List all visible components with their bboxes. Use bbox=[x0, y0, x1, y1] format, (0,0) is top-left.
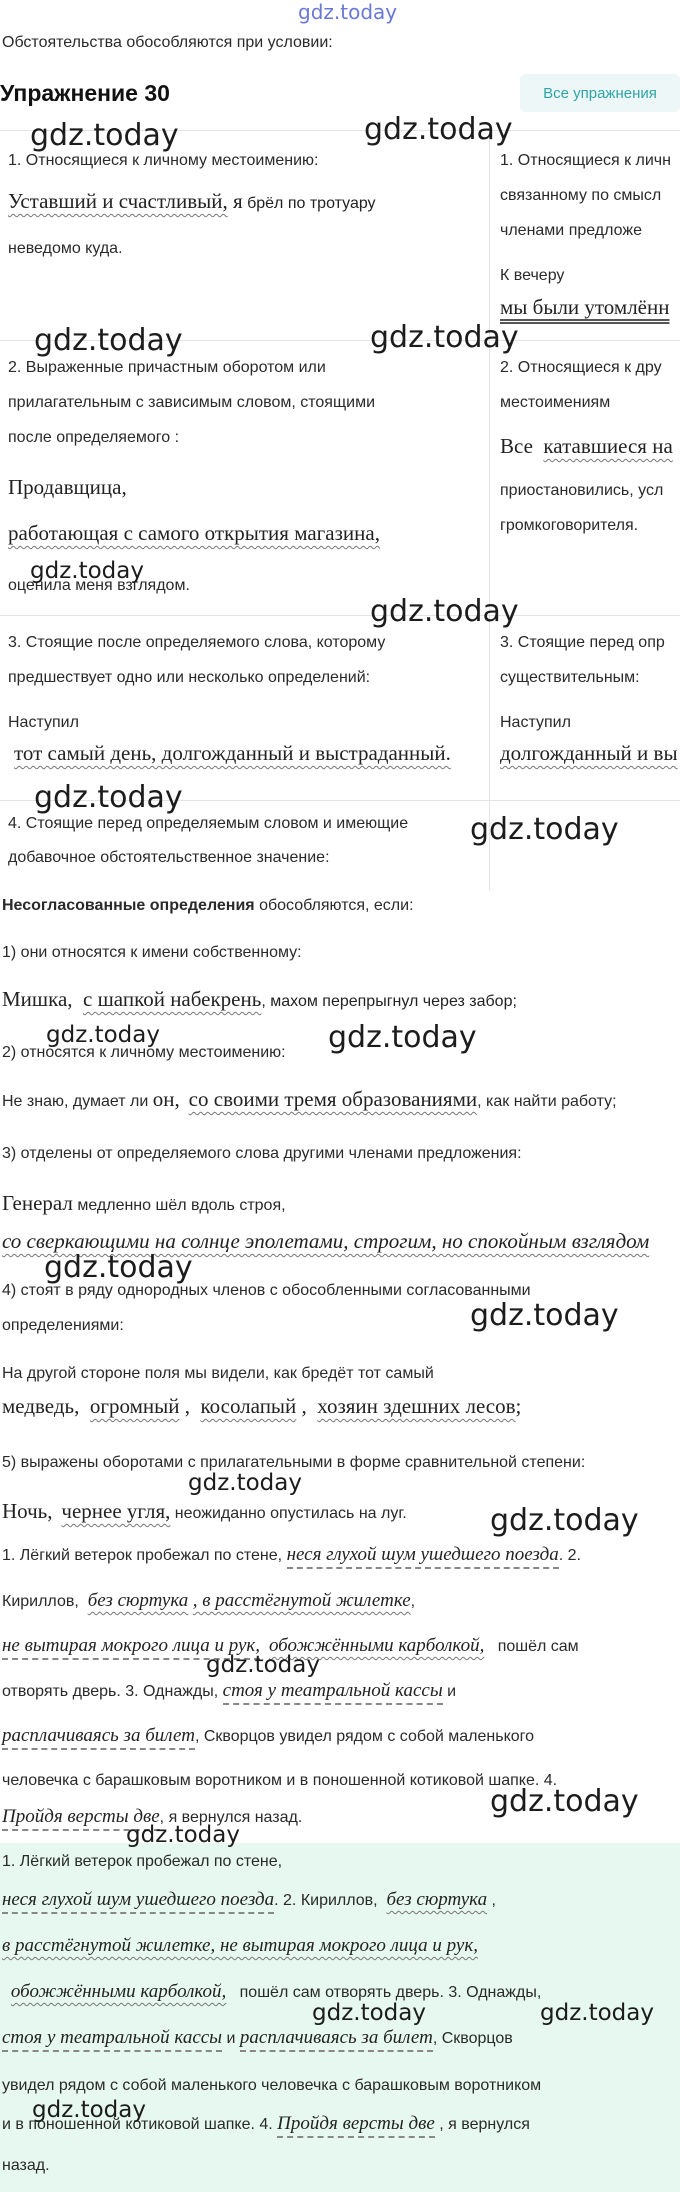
rule-text: приостановились, усл bbox=[500, 482, 664, 499]
rule-text: громкоговорителя. bbox=[500, 517, 639, 534]
separated-definition: огромный bbox=[89, 1394, 180, 1418]
rule-text: Наступил bbox=[500, 714, 571, 731]
answer-text: и в поношенной котиковой шапке. 4. bbox=[2, 2116, 273, 2133]
page-title: Упражнение 30 bbox=[0, 80, 170, 106]
answer-text: , bbox=[487, 1892, 496, 1909]
answer-text: . 2. Кириллов, bbox=[274, 1892, 378, 1909]
watermark: gdz.today bbox=[206, 1652, 320, 1678]
answer-line bbox=[2, 2027, 513, 2050]
watermark: gdz.today bbox=[44, 1250, 193, 1285]
separated-definition: катавшиеся на bbox=[543, 434, 673, 458]
task-text: и bbox=[442, 1683, 457, 1700]
rule-text: прилагательным с зависимым словом, стоящими bbox=[8, 394, 376, 411]
example-word: Все bbox=[500, 434, 533, 458]
section-intro-rest: обособляются, если: bbox=[254, 897, 414, 914]
separated-definition: в расстёгнутой жилетке, не вытирая мокрого лица и рук, bbox=[2, 1935, 478, 1956]
rule-text: оценила меня взглядом. bbox=[8, 577, 190, 594]
task-text: отворять дверь. 3. Однажды, bbox=[2, 1683, 219, 1700]
watermark: gdz.today bbox=[490, 1503, 639, 1538]
example-word: , как найти работу; bbox=[477, 1093, 617, 1110]
answer-text: пошёл сам отворять дверь. 3. Однажды, bbox=[239, 1984, 542, 2001]
adverbial-phrase: неся глухой шум ушедшего поезда bbox=[2, 1889, 274, 1914]
example-sentence bbox=[500, 435, 673, 457]
example-sentence bbox=[2, 1500, 407, 1525]
rule-text: 3. Стоящие перед опр bbox=[500, 634, 665, 651]
section-term: Несогласованные определения bbox=[2, 897, 255, 914]
rule-text: неведомо куда. bbox=[8, 240, 123, 257]
rule-item: 5) выражены оборотами с прилагательными в форме сравнительной степени: bbox=[2, 1454, 586, 1471]
example-word: мы были утомлённ bbox=[500, 295, 670, 319]
rule-text: предшествует одно или несколько определений: bbox=[8, 669, 371, 686]
example-sentence bbox=[8, 522, 380, 544]
rule-text: связанному по смысл bbox=[500, 187, 662, 204]
separated-definition: со сверкающими на солнце эполетами, строгим, но спокойным взглядом bbox=[2, 1229, 650, 1253]
rule-text: добавочное обстоятельственное значение: bbox=[8, 849, 330, 866]
example-sentence bbox=[2, 1230, 649, 1252]
rule-text: существительным: bbox=[500, 669, 640, 686]
adverbial-phrase: Пройдя версты две bbox=[2, 1806, 160, 1831]
task-line bbox=[2, 1680, 456, 1703]
watermark: gdz.today bbox=[540, 2000, 654, 2026]
example-sentence bbox=[2, 1192, 286, 1217]
example-sentence bbox=[500, 742, 678, 764]
separated-definition: Уставший и счастливый, bbox=[8, 189, 228, 213]
watermark: gdz.today bbox=[34, 323, 183, 358]
answer-line: увидел рядом с собой маленького человечка с барашковым воротником bbox=[2, 2077, 542, 2094]
separated-definition: , в расстёгнутой жилетке bbox=[192, 1590, 411, 1611]
example-word: он, bbox=[152, 1087, 180, 1111]
watermark: gdz.today bbox=[364, 112, 513, 147]
answer-text: и bbox=[222, 2030, 240, 2047]
adverbial-phrase: стоя у театральной кассы bbox=[2, 2027, 222, 2052]
example-sentence bbox=[2, 1088, 617, 1113]
watermark: gdz.today bbox=[46, 1022, 160, 1048]
answer-line bbox=[2, 1981, 541, 2004]
separated-definition: без сюртука bbox=[87, 1590, 189, 1611]
answer-text: , я вернулся bbox=[434, 2116, 530, 2133]
task-line bbox=[2, 1544, 581, 1567]
rule-text: 3. Стоящие после определяемого слова, которому bbox=[8, 634, 386, 651]
separated-definition: работающая с самого открытия магазина, bbox=[8, 521, 380, 545]
watermark: gdz.today bbox=[470, 812, 619, 847]
example-word: , махом перепрыгнул через забор; bbox=[261, 993, 517, 1010]
watermark: gdz.today bbox=[30, 118, 179, 153]
answer-line bbox=[2, 1889, 496, 1912]
rule-text: членами предложе bbox=[500, 222, 642, 239]
rule-text: местоимениям bbox=[500, 394, 611, 411]
adverbial-phrase: стоя у театральной кассы bbox=[223, 1680, 443, 1705]
example-sentence: Продавщица, bbox=[8, 475, 127, 499]
example-word: медведь, bbox=[2, 1394, 80, 1418]
watermark: gdz.today bbox=[312, 2000, 426, 2026]
separated-definition: косолапый bbox=[200, 1394, 297, 1418]
watermark: gdz.today bbox=[370, 320, 519, 355]
watermark: gdz.today bbox=[32, 2097, 146, 2123]
example-word: брёл по тротуару bbox=[242, 195, 376, 212]
watermark: gdz.today bbox=[30, 558, 144, 584]
task-text: , я вернулся назад. bbox=[159, 1809, 303, 1826]
example-sentence: медведь, огромный , косолапый , хозяин здешних лесов; bbox=[2, 1394, 522, 1418]
rule-item: 1) они относятся к имени собственному: bbox=[2, 944, 302, 961]
separated-definition: обожжёнными карболкой, bbox=[268, 1635, 485, 1656]
rule-text: 2. Выраженные причастным оборотом или bbox=[8, 359, 326, 376]
task-line bbox=[2, 1725, 534, 1748]
watermark: gdz.today bbox=[34, 780, 183, 815]
example-sentence bbox=[8, 190, 376, 215]
adverbial-phrase: не вытирая мокрого лица и рук, bbox=[2, 1635, 260, 1660]
example-word: Не знаю, думает ли bbox=[2, 1093, 149, 1110]
example-sentence bbox=[500, 296, 669, 318]
rules-table bbox=[0, 130, 680, 890]
separated-definition: чернее угля, bbox=[61, 1499, 171, 1523]
rule-item: 3) отделены от определяемого слова другими членами предложения: bbox=[2, 1145, 522, 1162]
rule-item: 2) относятся к личному местоимению: bbox=[2, 1044, 286, 1061]
separated-definition: с шапкой набекрень bbox=[83, 987, 262, 1011]
watermark: gdz.today bbox=[490, 1784, 639, 1819]
example-word: я bbox=[227, 189, 243, 213]
rule-item: определениями: bbox=[2, 1317, 124, 1334]
rule-text: 2. Относящиеся к дру bbox=[500, 359, 662, 376]
task-text: . 2. bbox=[558, 1547, 581, 1564]
answer-line: назад. bbox=[2, 2157, 50, 2174]
separated-definition: со своими тремя образованиями bbox=[188, 1087, 478, 1111]
task-line: человечка с барашковым воротником и в поношенной котиковой шапке. 4. bbox=[2, 1772, 558, 1789]
rule-text: Наступил bbox=[8, 714, 79, 731]
watermark: gdz.today bbox=[126, 1822, 240, 1848]
rule-text: после определяемого : bbox=[8, 429, 180, 446]
table-divider bbox=[489, 130, 490, 890]
watermark: gdz.today bbox=[188, 1470, 302, 1496]
task-line: Кириллов, без сюртука , в расстёгнутой жилетке, bbox=[2, 1590, 416, 1611]
example-word: Мишка, bbox=[2, 987, 73, 1011]
separated-definition: обожжёнными карболкой, bbox=[10, 1981, 227, 2002]
example-word: Ночь, bbox=[2, 1499, 53, 1523]
watermark: gdz.today bbox=[370, 594, 519, 629]
rule-text: 1. Относящиеся к личн bbox=[500, 152, 671, 169]
example-sentence: На другой стороне поля мы видели, как бредёт тот самый bbox=[2, 1365, 434, 1382]
watermark: gdz.today bbox=[298, 0, 398, 24]
separated-definition: хозяин здешних лесов bbox=[317, 1394, 516, 1418]
example-word: Генерал bbox=[2, 1191, 73, 1215]
example-sentence bbox=[2, 988, 517, 1013]
answer-line bbox=[2, 1935, 478, 1958]
task-text: 1. Лёгкий ветерок пробежал по стене, bbox=[2, 1547, 283, 1564]
adverbial-phrase: неся глухой шум ушедшего поезда bbox=[287, 1544, 559, 1569]
rule-text: К вечеру bbox=[500, 267, 565, 284]
example-sentence bbox=[14, 742, 451, 764]
rule-item: 4) стоят в ряду однородных членов с обособленными согласованными bbox=[2, 1282, 531, 1299]
adverbial-phrase: расплачиваясь за билет bbox=[2, 1725, 195, 1750]
watermark: gdz.today bbox=[470, 1298, 619, 1333]
task-text: Кириллов, bbox=[2, 1593, 79, 1610]
rule-text: 1. Относящиеся к личному местоимению: bbox=[8, 152, 319, 169]
answer-line: 1. Лёгкий ветерок пробежал по стене, bbox=[2, 1853, 283, 1870]
watermark: gdz.today bbox=[328, 1020, 477, 1055]
example-word: медленно шёл вдоль строя, bbox=[72, 1197, 286, 1214]
rule-text: 4. Стоящие перед определяемым словом и имеющие bbox=[8, 815, 409, 832]
separated-definition: без сюртука bbox=[386, 1889, 488, 1910]
example-word: неожиданно опустилась на луг. bbox=[170, 1505, 407, 1522]
section-intro bbox=[2, 895, 414, 917]
all-exercises-button[interactable]: Все упражнения bbox=[520, 74, 680, 112]
adverbial-phrase: Пройдя версты две bbox=[277, 2113, 435, 2138]
table-divider bbox=[0, 615, 680, 616]
separated-definition: тот самый день, долгожданный и выстраданный. bbox=[14, 741, 451, 765]
task-text: , Скворцов увидел рядом с собой маленького bbox=[194, 1728, 535, 1745]
answer-text: , Скворцов bbox=[432, 2030, 513, 2047]
separated-definition: долгожданный и вы bbox=[500, 741, 678, 765]
intro-text: Обстоятельства обособляются при условии: bbox=[2, 34, 333, 51]
task-text: пошёл сам bbox=[497, 1638, 579, 1655]
adverbial-phrase: расплачиваясь за билет bbox=[240, 2027, 433, 2052]
